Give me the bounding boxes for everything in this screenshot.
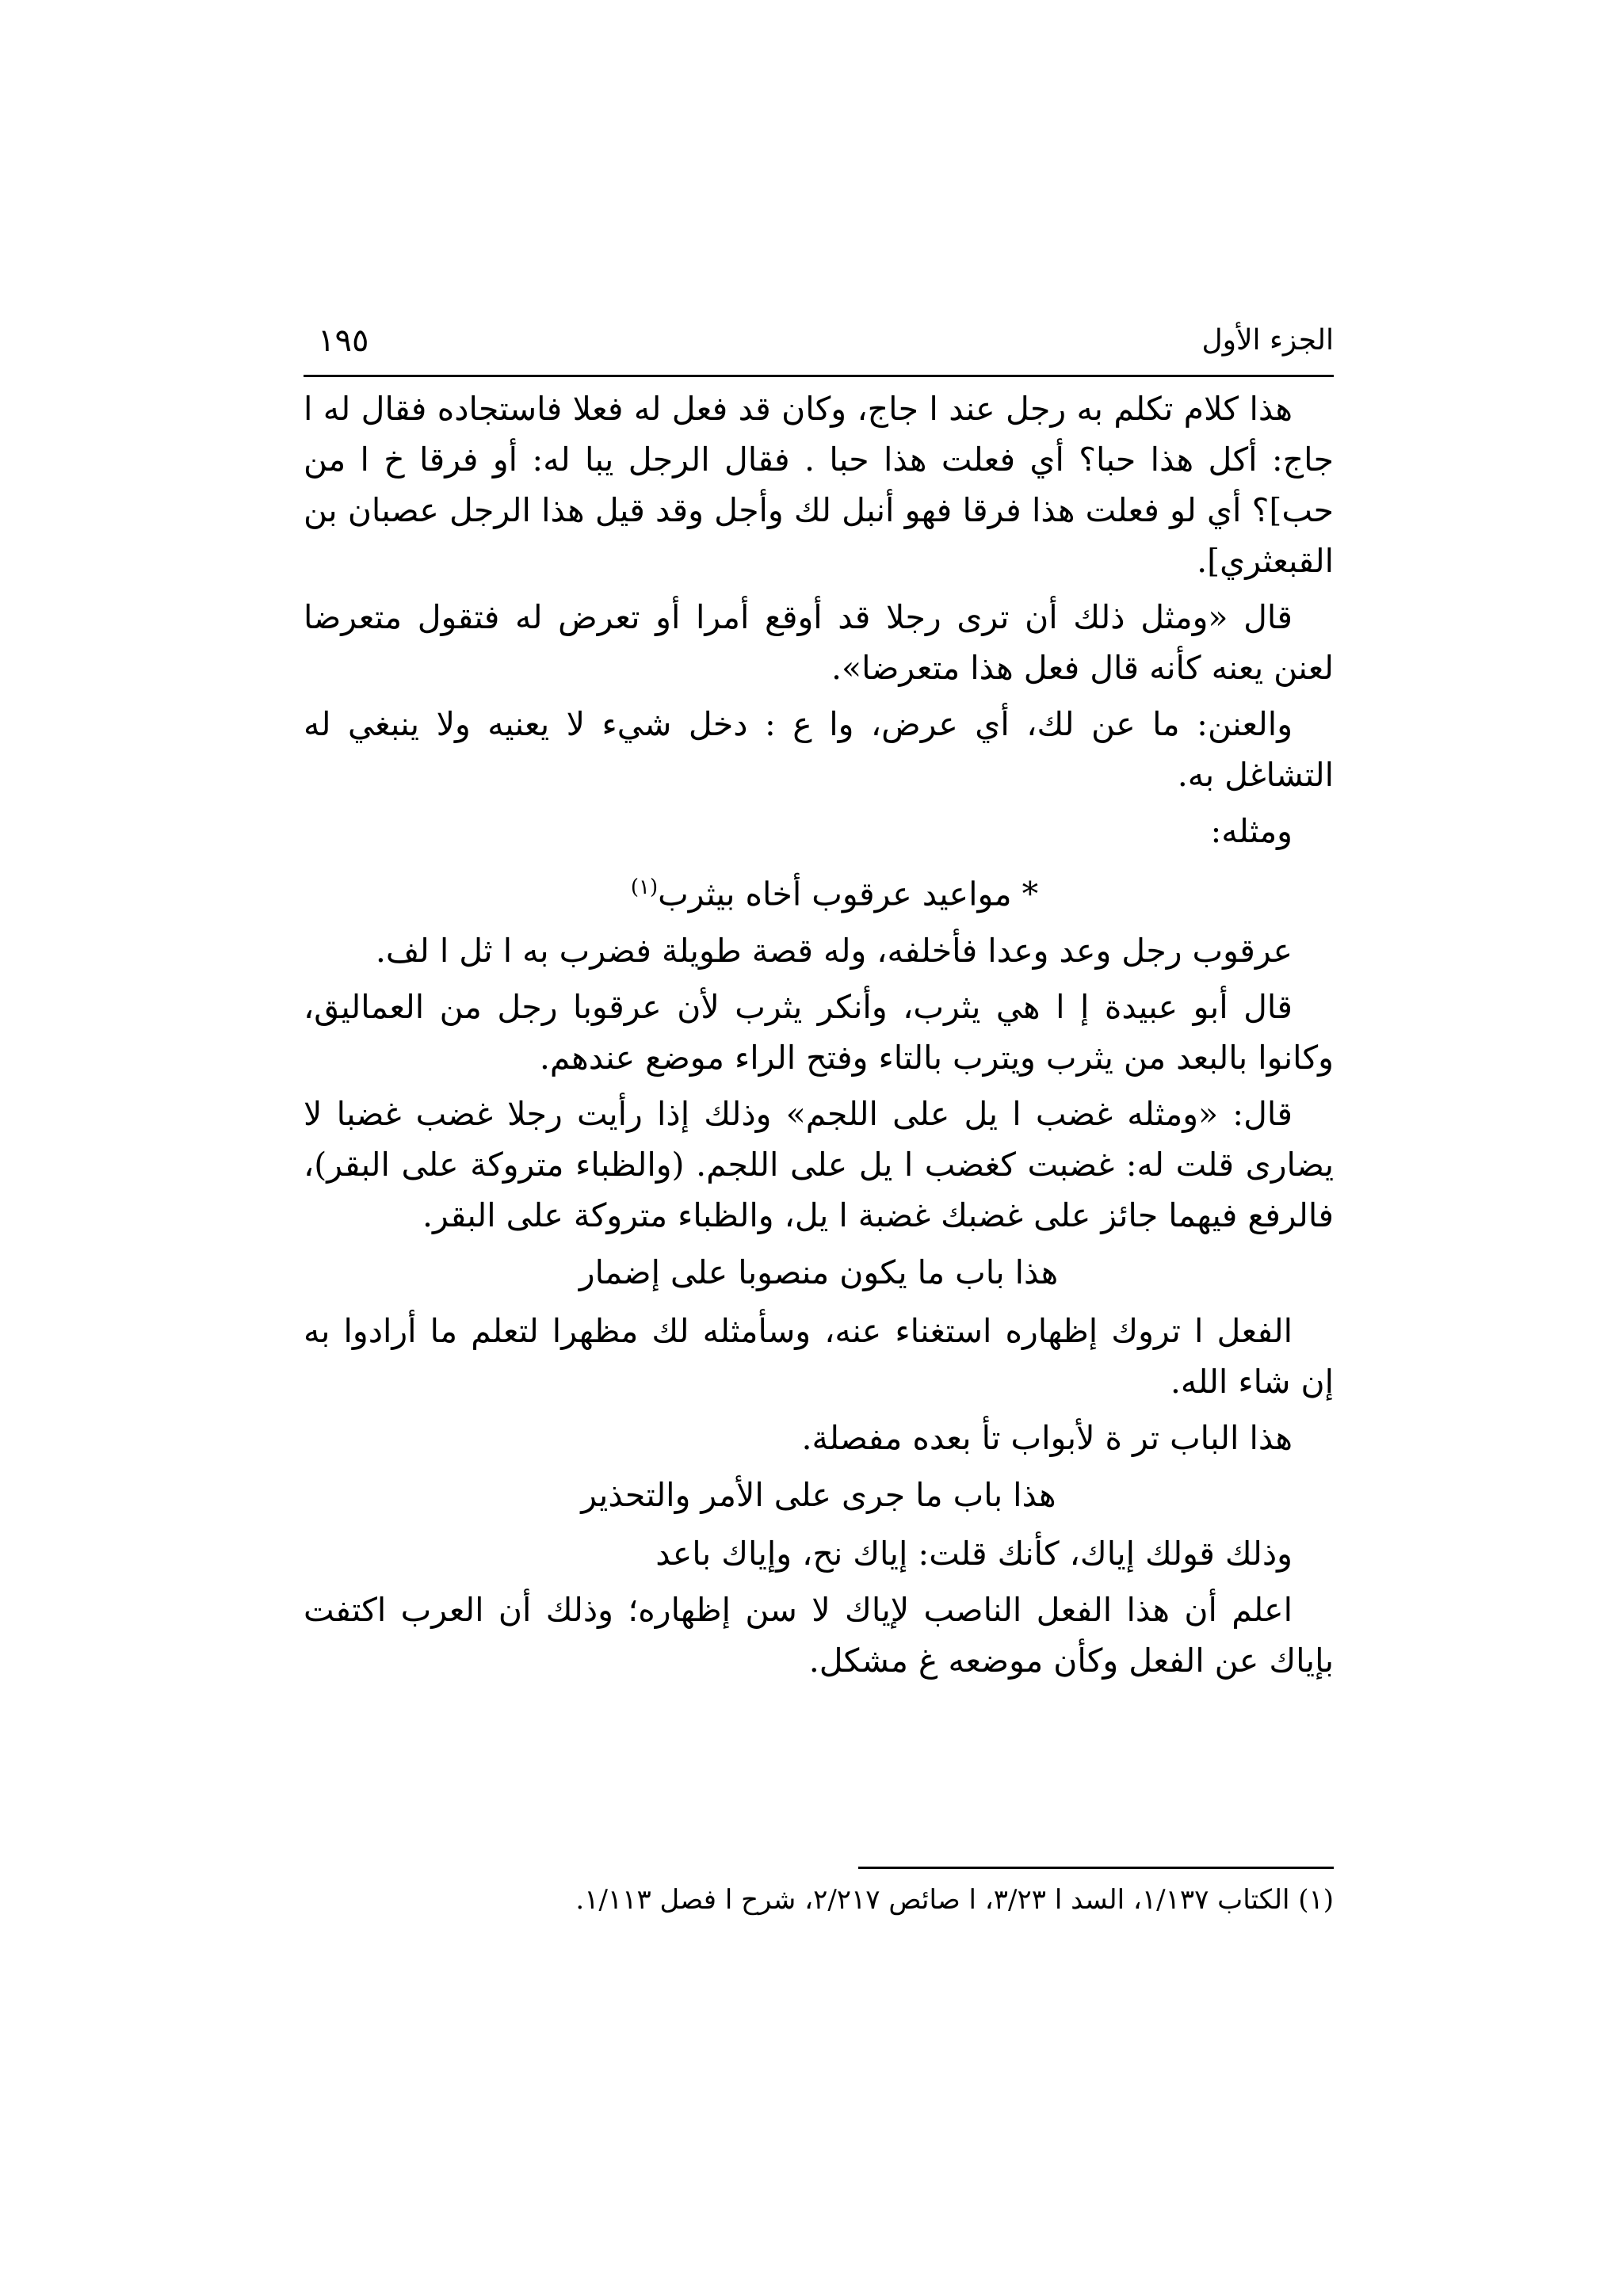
section-heading: هذا باب ما جرى على الأمر والتحذير: [581, 1475, 1056, 1514]
paragraph: اعلم أن هذا الفعل الناصب لإياك لا سن إظهاره؛ وذلك أن العرب اكتفت بإياك عن الفعل وكأن موضعه غ مشكل.: [304, 1590, 1334, 1680]
body-text: [304, 383, 1334, 1691]
paragraph: الفعل ا تروك إظهاره استغناء عنه، وسأمثله لك مظهرا لتعلم ما أرادوا به إن شاء الله.: [304, 1311, 1334, 1401]
paragraph: وذلك قولك إياك، كأنك قلت: إياك نح، وإياك باعد: [655, 1534, 1293, 1573]
footnote-marker[interactable]: (١): [630, 875, 659, 899]
running-title: الجزء الأول: [1201, 324, 1334, 357]
paragraph: قال: «ومثله غضب ا يل على اللجم» وذلك إذا رأيت رجلا غضب غضبا لا يضارى قلت له: غضبت كغضب ا يل على اللجم. (والظباء متروكة على البقر)، فالرفع فيهما جائز على غضبك غضبة ا يل، والظباء متروكة على البقر.: [304, 1094, 1334, 1234]
header-rule: [304, 375, 1334, 377]
page-number: ١٩٥: [318, 322, 369, 359]
verse-text: * مواعيد عرقوب أخاه بيثرب: [658, 875, 1039, 913]
section-heading: هذا باب ما يكون منصوبا على إضمار: [579, 1253, 1059, 1291]
paragraph: عرقوب رجل وعد وعدا فأخلفه، وله قصة طويلة فضرب به ا ثل ا لف.: [375, 931, 1293, 970]
footnote-rule: [858, 1867, 1334, 1869]
footnote: (١) الكتاب ١/١٣٧، السد ا ٣/٢٣، ا صائص ٢/٢١٧، شرح ا فصل ١/١١٣.: [575, 1884, 1334, 1916]
verse-line: [304, 862, 1334, 920]
paragraph: ومثله:: [1210, 812, 1293, 850]
paragraph: هذا الباب تر ة لأبواب تأ بعده مفصلة.: [801, 1418, 1293, 1457]
paragraph: قال أبو عبيدة إ ا هي يثرب، وأنكر يثرب لأن عرقوبا رجل من العماليق، وكانوا بالبعد من يثرب ويترب بالتاء وفتح الراء موضع عندهم.: [304, 987, 1334, 1077]
paragraph: والعنن: ما عن لك، أي عرض، وا ع : دخل شيء لا يعنيه ولا ينبغي له التشاغل به.: [304, 705, 1334, 794]
page-header: [304, 318, 1334, 363]
paragraph: هذا كلام تكلم به رجل عند ا جاج، وكان قد فعل له فعلا فاستجاده فقال له ا جاج: أكل هذا حبا؟ أي فعلت هذا حبا . فقال الرجل يبا له: أو فرقا خ ا من حب]؟ أي لو فعلت هذا فرقا فهو أنبل لك وأجل وقد قيل هذا الرجل عصبان بن القبعثري].: [304, 390, 1334, 580]
paragraph: قال «ومثل ذلك أن ترى رجلا قد أوقع أمرا أو تعرض له فتقول متعرضا لعنن يعنه كأنه قال فعل هذا متعرضا».: [304, 598, 1334, 687]
